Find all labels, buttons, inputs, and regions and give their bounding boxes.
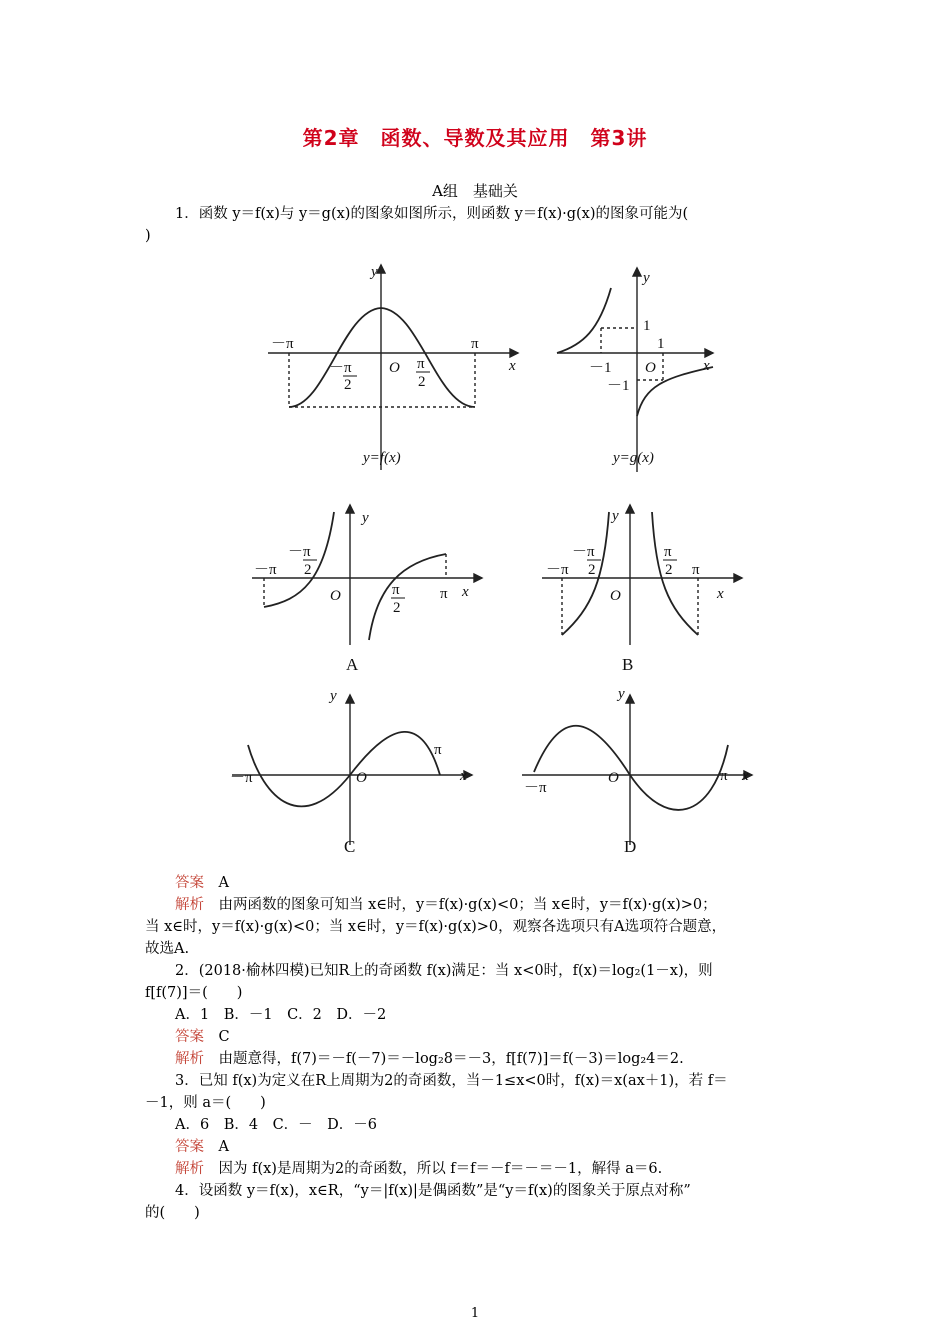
svg-text:－π: －π <box>254 562 277 578</box>
svg-text:－π: －π <box>271 336 294 352</box>
svg-text:2: 2 <box>393 600 401 616</box>
svg-text:1: 1 <box>657 336 665 352</box>
svg-text:－1: －1 <box>589 360 612 376</box>
page-number: 1 <box>470 1306 480 1321</box>
answer-label: 答案 <box>175 1029 204 1045</box>
svg-text:O: O <box>645 360 656 376</box>
q2-stem-1: 2．(2018·榆林四模)已知R上的奇函数 f(x)满足：当 x<0时，f(x)＝log₂(1－x)，则 <box>175 963 713 979</box>
analysis-text: 因为 f(x)是周期为2的奇函数，所以 f＝f＝－f＝－＝－1，解得 a＝6. <box>218 1161 663 1177</box>
svg-text:－π: －π <box>230 770 253 786</box>
svg-text:－π: －π <box>524 780 547 796</box>
q1-analysis-1 <box>175 894 717 916</box>
q3-answer <box>175 1136 229 1158</box>
q1-stem-1: 1．函数 y＝f(x)与 y＝g(x)的图象如图所示，则函数 y＝f(x)·g(x)的图象可能为( <box>175 206 689 222</box>
svg-text:－π: －π <box>546 562 569 578</box>
answer-label: 答案 <box>175 1139 204 1155</box>
svg-text:y: y <box>371 264 378 280</box>
svg-text:2: 2 <box>344 377 352 393</box>
svg-text:y: y <box>330 688 337 704</box>
svg-text:2: 2 <box>418 374 426 390</box>
svg-text:x: x <box>509 358 516 374</box>
q2-answer <box>175 1026 230 1048</box>
svg-text:π: π <box>471 336 479 352</box>
svg-text:π: π <box>440 586 448 602</box>
svg-text:－π: －π <box>572 544 595 560</box>
q1-answer <box>175 872 229 894</box>
analysis-label: 解析 <box>175 1051 204 1067</box>
section-heading: A组 基础关 <box>432 182 518 200</box>
page-title: 第2章 函数、导数及其应用 第3讲 <box>302 126 648 150</box>
option-a-label: A <box>346 655 359 674</box>
q4-stem-2: 的( ) <box>145 1205 200 1221</box>
svg-text:π: π <box>417 356 425 372</box>
svg-text:π: π <box>434 742 442 758</box>
q3-options: A．6 B．4 C．－ D．－6 <box>175 1117 378 1133</box>
svg-text:x: x <box>462 584 469 600</box>
svg-text:O: O <box>608 770 619 786</box>
answer-label: 答案 <box>175 875 204 891</box>
svg-text:O: O <box>389 360 400 376</box>
figure-f-and-g <box>253 250 731 482</box>
svg-text:O: O <box>356 770 367 786</box>
q3-stem-2: －1，则 a＝( ) <box>145 1095 266 1111</box>
svg-text:π: π <box>392 582 400 598</box>
svg-text:x: x <box>742 768 749 784</box>
svg-text:π: π <box>664 544 672 560</box>
analysis-label: 解析 <box>175 1161 204 1177</box>
q3-analysis <box>175 1158 662 1180</box>
q1-analysis-2: 当 x∈时，y＝f(x)·g(x)<0；当 x∈时，y＝f(x)·g(x)>0，观察各选项只有A选项符合题意， <box>145 919 727 935</box>
analysis-label: 解析 <box>175 897 204 913</box>
analysis-text: 由题意得，f(7)＝－f(－7)＝－log₂8＝－3，f[f(7)]＝f(－3)＝log₂4＝2. <box>218 1051 684 1067</box>
svg-text:2: 2 <box>588 562 596 578</box>
fig-g-label: y=g(x) <box>613 450 654 466</box>
svg-text:O: O <box>610 588 621 604</box>
q2-analysis <box>175 1048 684 1070</box>
figure-options <box>212 490 772 868</box>
analysis-text: 由两函数的图象可知当 x∈时，y＝f(x)·g(x)<0；当 x∈时，y＝f(x)·g(x)>0； <box>218 897 717 913</box>
svg-text:y: y <box>643 270 650 286</box>
svg-text:π: π <box>720 768 728 784</box>
svg-text:－π: －π <box>329 360 352 376</box>
q2-stem-2: f[f(7)]＝( ) <box>145 985 243 1001</box>
q3-stem-1: 3．已知 f(x)为定义在R上周期为2的奇函数，当－1≤x<0时，f(x)＝x(ax＋1)，若 f＝ <box>175 1073 728 1089</box>
svg-text:y: y <box>362 510 369 526</box>
svg-text:y: y <box>618 686 625 702</box>
q4-stem-1: 4．设函数 y＝f(x)，x∈R，“y＝|f(x)|是偶函数”是“y＝f(x)的图象关于原点对称” <box>175 1183 691 1199</box>
svg-text:y: y <box>612 508 619 524</box>
answer-value: A <box>218 1139 229 1155</box>
svg-text:x: x <box>460 768 467 784</box>
svg-text:－1: －1 <box>607 378 630 394</box>
q1-stem-2: ) <box>145 228 151 244</box>
svg-text:2: 2 <box>665 562 673 578</box>
answer-value: C <box>218 1029 230 1045</box>
option-c-label: C <box>344 837 356 856</box>
svg-text:O: O <box>330 588 341 604</box>
option-b-label: B <box>622 655 634 674</box>
svg-text:－π: －π <box>288 544 311 560</box>
svg-text:π: π <box>692 562 700 578</box>
svg-text:x: x <box>717 586 724 602</box>
q1-analysis-3: 故选A. <box>145 941 190 957</box>
svg-text:1: 1 <box>643 318 651 334</box>
svg-text:2: 2 <box>304 562 312 578</box>
answer-value: A <box>218 875 229 891</box>
option-d-label: D <box>624 837 637 856</box>
svg-text:x: x <box>703 358 710 374</box>
fig-f-label: y=f(x) <box>363 450 401 466</box>
q2-options: A．1 B．－1 C．2 D．－2 <box>175 1007 387 1023</box>
